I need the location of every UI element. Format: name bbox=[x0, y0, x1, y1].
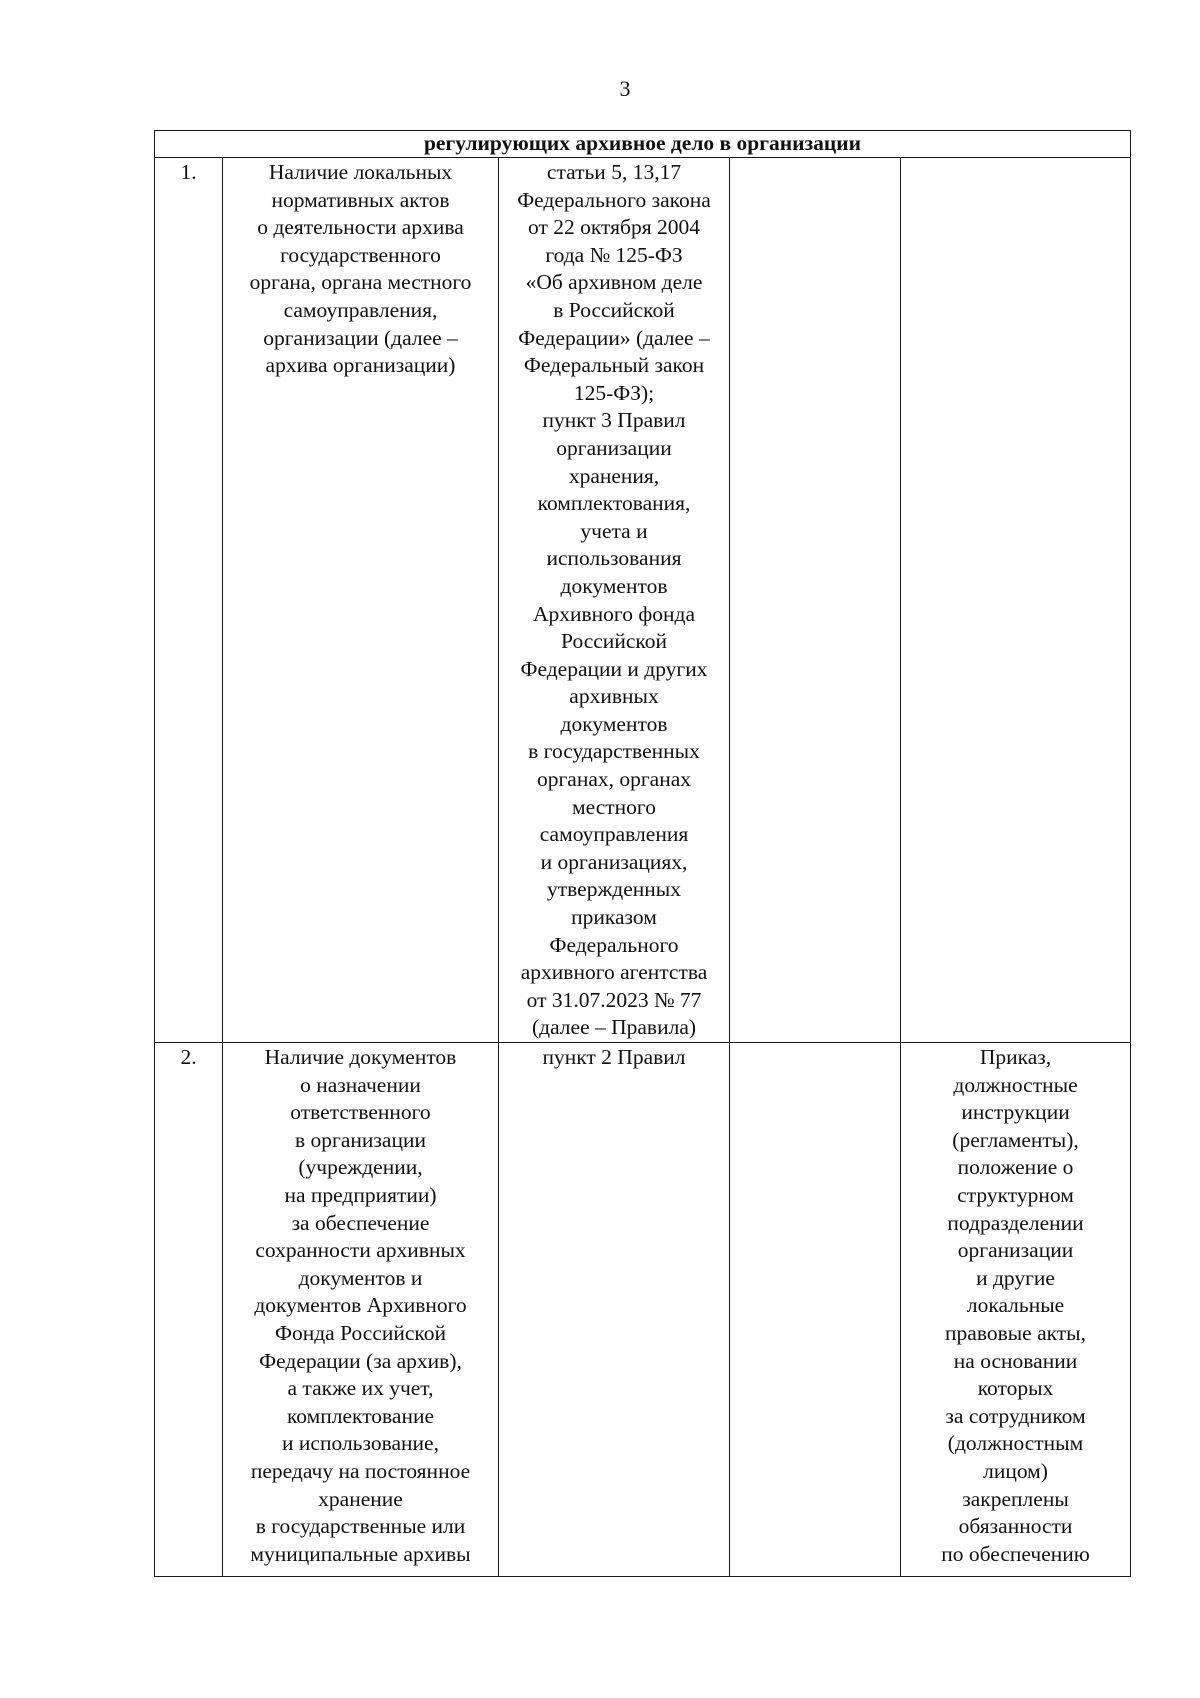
requirement-cell bbox=[223, 1043, 499, 1577]
cell-text-line: от 31.07.2023 № 77 bbox=[526, 987, 702, 1012]
cell-text-line: Федерального bbox=[549, 932, 679, 957]
cell-text-line: муниципальные архивы bbox=[250, 1541, 471, 1566]
cell-text-line: а также их учет, bbox=[287, 1376, 434, 1401]
cell-text-line: хранение bbox=[318, 1486, 403, 1511]
cell-text-line: организации (далее – bbox=[263, 325, 458, 350]
cell-text-line: (должностным bbox=[947, 1431, 1084, 1456]
table-row bbox=[155, 158, 1131, 1043]
cell-text-line: пункт 3 Правил bbox=[542, 408, 686, 433]
cell-text-line: использования bbox=[546, 546, 682, 571]
cell-text-line: государственного bbox=[280, 242, 441, 267]
cell-text-line: структурном bbox=[957, 1182, 1074, 1207]
cell-text-line: (регламенты), bbox=[952, 1127, 1079, 1152]
cell-text-line: статьи 5, 13,17 bbox=[546, 160, 682, 184]
cell-text-line: Федерации» (далее – bbox=[518, 325, 710, 350]
cell-text-line: ответственного bbox=[290, 1100, 431, 1125]
cell-text-line: архивных bbox=[569, 684, 659, 709]
cell-text-line: нормативных актов bbox=[271, 187, 450, 212]
cell-text-line: приказом bbox=[571, 905, 657, 930]
cell-text-line: документов bbox=[560, 573, 668, 598]
cell-text-line: Наличие локальных bbox=[268, 160, 453, 184]
cell-text-line: обязанности bbox=[958, 1514, 1073, 1539]
cell-text-line: пункт 2 Правил bbox=[542, 1045, 686, 1069]
cell-text-line: органа, органа местного bbox=[249, 270, 472, 295]
cell-text-line: Приказ, bbox=[979, 1045, 1052, 1069]
cell-text-line: от 22 октября 2004 bbox=[528, 215, 700, 240]
cell-text-line: Фонда Российской bbox=[274, 1320, 447, 1345]
row-number: 2. bbox=[155, 1043, 223, 1577]
cell-text-line: Федеральный закон bbox=[523, 353, 705, 378]
cell-text-line: за сотрудником bbox=[945, 1403, 1086, 1428]
legal-basis-cell bbox=[499, 158, 730, 1043]
cell-text-line: инструкции bbox=[961, 1100, 1070, 1125]
cell-text-line: положение о bbox=[957, 1155, 1074, 1180]
cell-text-line: на основании bbox=[953, 1348, 1078, 1373]
cell-text-line: документов и bbox=[298, 1265, 423, 1290]
cell-text-line: (далее – Правила) bbox=[531, 1015, 697, 1040]
cell-text-line: Наличие документов bbox=[264, 1045, 457, 1069]
cell-text-line: и использование, bbox=[282, 1431, 439, 1456]
cell-text-line: комплектование bbox=[286, 1403, 435, 1428]
cell-text-line: которых bbox=[977, 1376, 1054, 1401]
column5-cell bbox=[901, 158, 1131, 1043]
cell-text-line: по обеспечению bbox=[941, 1541, 1090, 1566]
cell-text-line: закреплены bbox=[962, 1486, 1069, 1511]
cell-text-line: должностные bbox=[953, 1072, 1078, 1097]
cell-text-line: организации bbox=[556, 435, 672, 460]
column4-cell bbox=[730, 158, 901, 1043]
cell-text-line: в государственные или bbox=[255, 1514, 466, 1539]
cell-text-line: в организации bbox=[295, 1127, 426, 1152]
cell-text-line: сохранности архивных bbox=[255, 1238, 466, 1263]
cell-text-line: Архивного фонда bbox=[532, 601, 696, 626]
cell-text-line: о деятельности архива bbox=[257, 215, 464, 240]
cell-text-line: архивного агентства bbox=[520, 960, 708, 985]
cell-text-line: Федерации (за архив), bbox=[259, 1348, 462, 1373]
cell-text-line: организации bbox=[957, 1238, 1074, 1263]
cell-text-line: местного bbox=[572, 794, 656, 819]
cell-text-line: лицом) bbox=[983, 1458, 1048, 1483]
cell-text-line: самоуправления bbox=[539, 822, 689, 847]
cell-text-line: документов Архивного bbox=[254, 1293, 467, 1318]
cell-text-line: года № 125-ФЗ bbox=[545, 242, 683, 267]
cell-text-line: Федерации и других bbox=[520, 656, 708, 681]
requirement-cell bbox=[223, 158, 499, 1043]
cell-text-line: комплектования, bbox=[537, 491, 691, 516]
cell-text-line: «Об архивном деле bbox=[525, 270, 703, 295]
cell-text-line: за обеспечение bbox=[291, 1210, 430, 1235]
cell-text-line: органах, органах bbox=[536, 767, 692, 792]
cell-text-line: в государственных bbox=[528, 739, 700, 764]
column5-cell bbox=[901, 1043, 1131, 1577]
cell-text-line: в Российской bbox=[553, 297, 675, 322]
cell-text-line: о назначении bbox=[300, 1072, 421, 1097]
cell-text-line: документов bbox=[560, 711, 668, 736]
legal-basis-cell bbox=[499, 1043, 730, 1577]
cell-text-line: (учреждении, bbox=[298, 1155, 423, 1180]
cell-text-line: Российской bbox=[561, 629, 667, 654]
section-header: регулирующих архивное дело в организации bbox=[155, 131, 1131, 158]
column4-cell bbox=[730, 1043, 901, 1577]
row-number: 1. bbox=[155, 158, 223, 1043]
section-header-row bbox=[155, 131, 1131, 158]
cell-text-line: утвержденных bbox=[546, 877, 681, 902]
cell-text-line: 125-ФЗ); bbox=[573, 380, 655, 405]
cell-text-line: и организациях, bbox=[540, 849, 688, 874]
cell-text-line: и другие bbox=[976, 1265, 1055, 1290]
cell-text-line: учета и bbox=[580, 518, 648, 543]
cell-text-line: самоуправления, bbox=[283, 297, 438, 322]
page-number: 3 bbox=[619, 76, 631, 101]
cell-text-line: хранения, bbox=[568, 463, 660, 488]
cell-text-line: локальные bbox=[966, 1293, 1065, 1318]
cell-text-line: Федерального закона bbox=[517, 187, 711, 212]
cell-text-line: правовые акты, bbox=[945, 1320, 1087, 1345]
table-row bbox=[155, 1043, 1131, 1577]
inspection-table bbox=[154, 130, 1131, 1577]
cell-text-line: подразделении bbox=[947, 1210, 1084, 1235]
cell-text-line: на предприятии) bbox=[284, 1182, 437, 1207]
cell-text-line: передачу на постоянное bbox=[250, 1458, 471, 1483]
cell-text-line: архива организации) bbox=[265, 353, 456, 378]
